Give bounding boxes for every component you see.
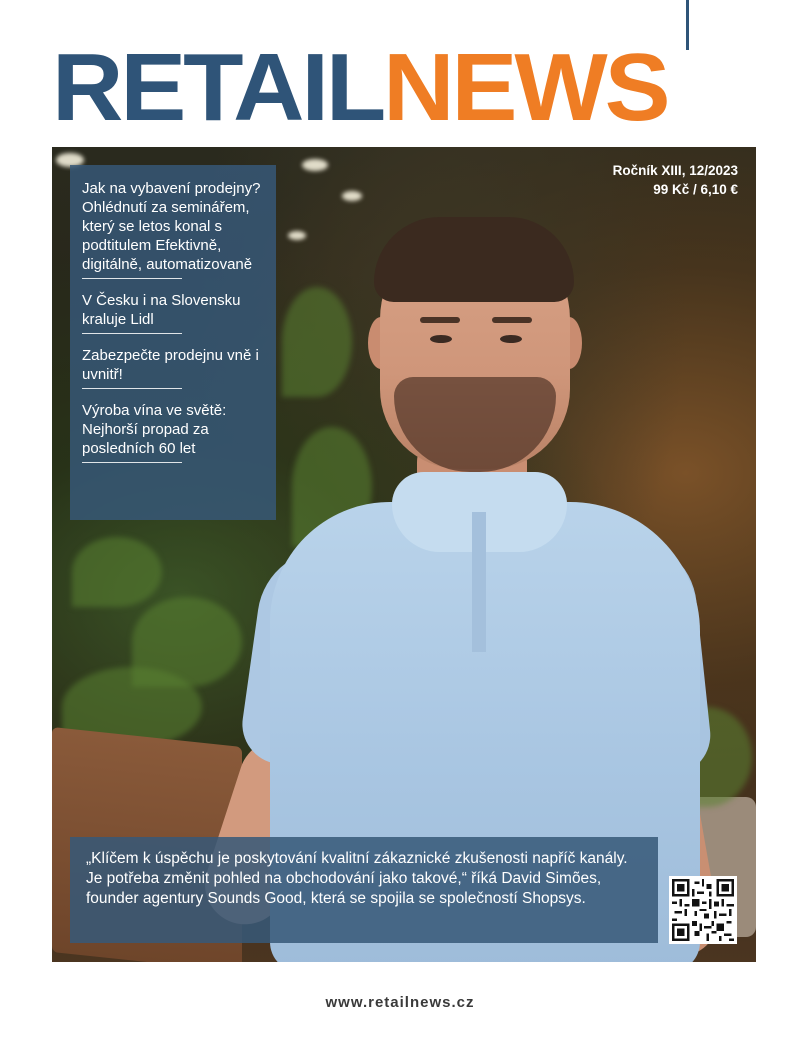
footer-website-link[interactable]: www.retailnews.cz — [325, 994, 475, 1011]
left-eye — [430, 335, 452, 343]
shirt-placket — [472, 512, 486, 652]
teaser-text: Výroba vína ve světě: Nejhorší propad za posledních 60 let — [82, 402, 227, 457]
ceiling-light — [302, 159, 328, 171]
teaser-text: V Česku i na Slovensku kraluje Lidl — [82, 292, 241, 328]
teaser-divider — [82, 462, 182, 463]
teaser-item[interactable] — [82, 346, 264, 389]
qr-code-graphic — [672, 879, 734, 941]
teaser-item[interactable] — [82, 401, 264, 463]
teaser-divider — [82, 333, 182, 334]
left-eyebrow — [420, 317, 460, 323]
hair — [374, 217, 574, 302]
ceiling-light — [342, 191, 362, 201]
qr-code-icon[interactable] — [669, 876, 737, 944]
cover-quote: „Klíčem k úspěchu je poskytování kvalitní zákaznické zkušenosti napříč kanály. Je potřeba změnit pohled na obchodování jako takové,“ říká David Simões, founder agentury Sounds Good, která se spojila se společností Shopsys. — [70, 837, 658, 943]
masthead-tick-decoration — [686, 0, 689, 50]
logo-wordmark — [52, 34, 668, 141]
right-eye — [500, 335, 522, 343]
masthead-logo — [52, 34, 756, 141]
teaser-divider — [82, 278, 182, 279]
cover-photo — [52, 147, 756, 962]
issue-info — [613, 161, 738, 199]
teaser-item[interactable] — [82, 291, 264, 334]
logo-news: NEWS — [383, 34, 668, 141]
issue-volume: Ročník XIII, 12/2023 — [612, 163, 738, 178]
issue-price: 99 Kč / 6,10 € — [653, 182, 738, 197]
teaser-text: Jak na vybavení prodejny? Ohlédnutí za seminářem, který se letos konal s podtitulem Efektivně, digitálně, automatizovaně — [82, 180, 261, 273]
teaser-text: Zabezpečte prodejnu vně i uvnitř! — [82, 347, 259, 383]
teaser-item[interactable] — [82, 179, 264, 279]
teaser-divider — [82, 388, 182, 389]
right-eyebrow — [492, 317, 532, 323]
teaser-box — [70, 165, 276, 520]
plant-leaves — [72, 537, 162, 607]
logo-retail: RETAIL — [52, 34, 384, 141]
